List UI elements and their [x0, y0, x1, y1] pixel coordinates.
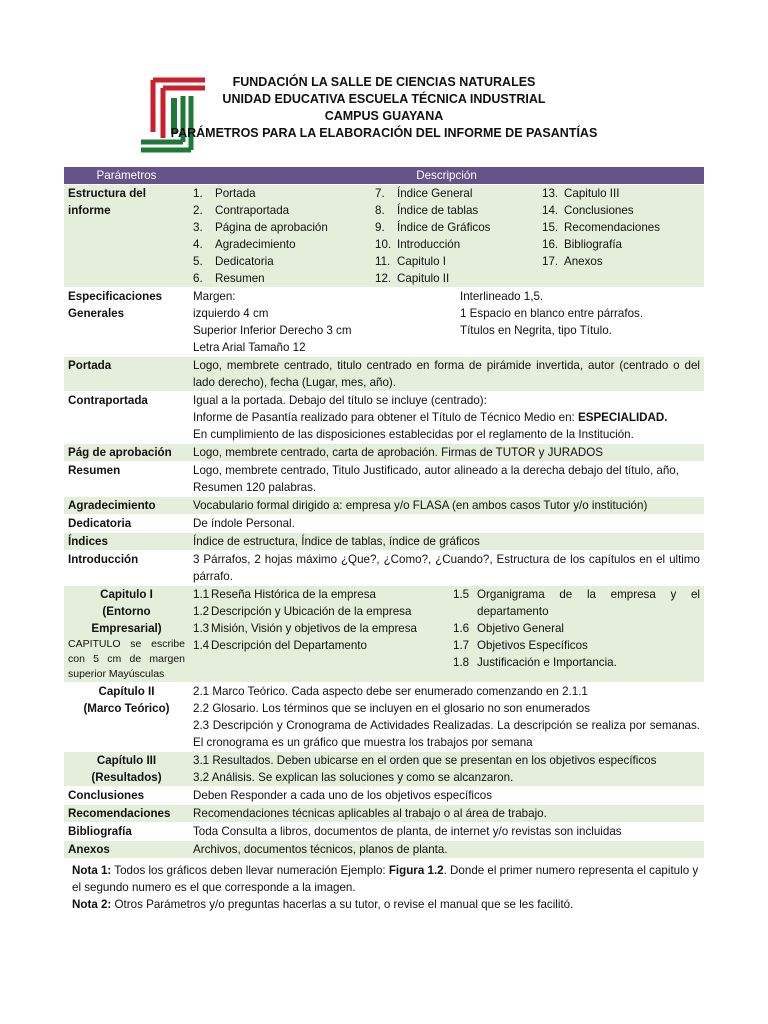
list-item: 1.6 Objetivo General: [453, 622, 564, 635]
list-item: 1.1 Reseña Histórica de la empresa: [193, 588, 376, 601]
row-label: Pág de aprobación: [64, 444, 189, 462]
row-description: Logo, membrete centrado, Titulo Justificado, autor alineado a la derecha debajo del título, año, Resumen 120 palabras.: [189, 462, 704, 497]
row-anexos: [64, 841, 704, 859]
list-item: 4. Agradecimiento: [193, 238, 296, 251]
row-label: [64, 752, 189, 787]
col-header-parametros: Parámetros: [64, 167, 189, 185]
row-description: Logo, membrete centrado, carta de aprobación. Firmas de TUTOR y JURADOS: [189, 444, 704, 462]
spec-line: Letra Arial Tamaño 12: [193, 341, 306, 354]
row-description: De índole Personal.: [189, 515, 704, 533]
list-item: 17. Anexos: [542, 255, 603, 268]
list-item: 7. Índice General: [375, 187, 473, 200]
row-indices: [64, 533, 704, 551]
row-portada: [64, 357, 704, 392]
list-item: 1.7 Objetivos Específicos: [453, 639, 588, 652]
row-capitulo-3: [64, 752, 704, 787]
header-title: PARÁMETROS PARA LA ELABORACIÓN DEL INFORME DE PASANTÍAS: [170, 126, 598, 140]
spec-line: Superior Inferior Derecho 3 cm: [193, 324, 352, 337]
capitulo3-subtitle: (Resultados): [91, 771, 162, 784]
capitulo1-list-left: [193, 586, 445, 671]
row-label: Estructura del informe: [64, 185, 189, 288]
table-header-row: [64, 167, 704, 185]
list-item: 1.5 Organigrama de la empresa y el departamento: [453, 588, 700, 618]
row-label: Resumen: [64, 462, 189, 497]
row-label: Recomendaciones: [64, 805, 189, 823]
row-agradecimiento: [64, 497, 704, 515]
capitulo2-line: 2.1 Marco Teórico. Cada aspecto debe ser enumerado comenzando en 2.1.1: [193, 685, 588, 698]
row-recomendaciones: [64, 805, 704, 823]
contraportada-line: En cumplimiento de las disposiciones establecidas por el reglamento de la Institución.: [193, 428, 634, 441]
estructura-list-a: [193, 185, 375, 287]
note-2: Nota 2: Otros Parámetros y/o preguntas hacerlas a su tutor, o revise el manual que se les facilitó.: [72, 898, 574, 911]
list-item: 6. Resumen: [193, 272, 265, 285]
row-resumen: [64, 462, 704, 497]
row-description: [189, 392, 704, 444]
row-description: Toda Consulta a libros, documentos de planta, de internet y/o revistas son incluidas: [189, 823, 704, 841]
row-bibliografia: [64, 823, 704, 841]
list-item: 11. Capitulo I: [375, 255, 446, 268]
list-item: 14. Conclusiones: [542, 204, 634, 217]
row-label: Dedicatoria: [64, 515, 189, 533]
header-foundation: FUNDACIÓN LA SALLE DE CIENCIAS NATURALES: [232, 75, 536, 89]
capitulo2-line: 2.3 Descripción y Cronograma de Actividades Realizadas. La descripción se realiza por semanas. El cronograma es un gráfico que muestra los trabajos por semana: [193, 719, 700, 749]
row-label: [64, 586, 189, 683]
list-item: 12. Capitulo II: [375, 272, 450, 285]
row-description: [189, 185, 704, 288]
list-item: 13. Capitulo III: [542, 187, 620, 200]
capitulo2-line: 2.2 Glosario. Los términos que se incluyen en el glosario no son enumerados: [193, 702, 590, 715]
capitulo1-title: Capitulo I: [100, 588, 153, 601]
spec-line: Títulos en Negrita, tipo Título.: [460, 324, 612, 337]
notes-section: [72, 862, 704, 913]
row-description: [189, 288, 704, 357]
row-conclusiones: [64, 787, 704, 805]
row-description: Índice de estructura, Índice de tablas, índice de gráficos: [189, 533, 704, 551]
row-label: [64, 683, 189, 752]
list-item: 1.8 Justificación e Importancia.: [453, 656, 617, 669]
row-description: [189, 586, 704, 683]
list-item: 1.3 Misión, Visión y objetivos de la empresa: [193, 622, 417, 635]
row-label: Índices: [64, 533, 189, 551]
contraportada-line: Informe de Pasantía realizado para obtener el Título de Técnico Medio en: ESPECIALIDAD.: [193, 411, 668, 424]
list-item: 1. Portada: [193, 187, 256, 200]
especificaciones-right: [460, 288, 700, 356]
row-label: Anexos: [64, 841, 189, 859]
capitulo2-title: Capítulo II: [98, 685, 155, 698]
spec-line: izquierdo 4 cm: [193, 307, 269, 320]
contraportada-line: Igual a la portada. Debajo del título se incluye (centrado):: [193, 394, 487, 407]
row-label: Introducción: [64, 551, 189, 586]
estructura-list-b: [375, 185, 542, 287]
row-description: Vocabulario formal dirigido a: empresa y/o FLASA (en ambos casos Tutor y/o institución): [189, 497, 704, 515]
row-capitulo-1: [64, 586, 704, 683]
capitulo1-list-right: [453, 586, 700, 671]
list-item: 15. Recomendaciones: [542, 221, 661, 234]
capitulo3-line: 3.1 Resultados. Deben ubicarse en el orden que se presentan en los objetivos específicos: [193, 754, 657, 767]
note-2-label: Nota 2:: [72, 898, 112, 911]
document-header: [160, 74, 608, 142]
header-school: UNIDAD EDUCATIVA ESCUELA TÉCNICA INDUSTRIAL: [222, 92, 546, 106]
list-item: 5. Dedicatoria: [193, 255, 274, 268]
row-description: Recomendaciones técnicas aplicables al trabajo o al área de trabajo.: [189, 805, 704, 823]
row-label: Agradecimiento: [64, 497, 189, 515]
row-label: Bibliografía: [64, 823, 189, 841]
capitulo3-line: 3.2 Análisis. Se explican las soluciones y como se alcanzaron.: [193, 771, 514, 784]
list-item: 1.2 Descripción y Ubicación de la empresa: [193, 605, 412, 618]
list-item: 8. Índice de tablas: [375, 204, 479, 217]
row-dedicatoria: [64, 515, 704, 533]
spec-line: 1 Espacio en blanco entre párrafos.: [460, 307, 644, 320]
col-header-descripcion: Descripción: [189, 167, 704, 185]
row-description: Logo, membrete centrado, titulo centrado en forma de pirámide invertida, autor (centrado o del lado derecho), fecha (Lugar, mes, año).: [189, 357, 704, 392]
list-item: 9. Índice de Gráficos: [375, 221, 491, 234]
header-campus: CAMPUS GUAYANA: [324, 109, 444, 123]
spec-line: Interlineado 1,5.: [460, 290, 544, 303]
row-description: 3 Párrafos, 2 hojas máximo ¿Que?, ¿Como?, ¿Cuando?, Estructura de los capítulos en el ultimo párrafo.: [189, 551, 704, 586]
row-label: Contraportada: [64, 392, 189, 444]
row-label: Portada: [64, 357, 189, 392]
list-item: 2. Contraportada: [193, 204, 290, 217]
row-description: Deben Responder a cada uno de los objetivos específicos: [189, 787, 704, 805]
list-item: 10. Introducción: [375, 238, 461, 251]
capitulo3-title: Capítulo III: [96, 754, 157, 767]
row-description: [189, 683, 704, 752]
capitulo2-subtitle: (Marco Teórico): [83, 702, 170, 715]
capitulo1-note: CAPITULO se escribe con 5 cm de margen superior Mayúsculas: [68, 638, 185, 680]
especificaciones-left: [193, 288, 460, 356]
row-capitulo-2: [64, 683, 704, 752]
row-label: Conclusiones: [64, 787, 189, 805]
row-aprobacion: [64, 444, 704, 462]
note-1-label: Nota 1:: [72, 864, 112, 877]
list-item: 16. Bibliografía: [542, 238, 623, 251]
capitulo1-subtitle: (Entorno Empresarial): [91, 605, 162, 635]
list-item: 1.4 Descripción del Departamento: [193, 639, 367, 652]
row-description: [189, 752, 704, 787]
estructura-list-c: [542, 185, 660, 287]
row-description: Archivos, documentos técnicos, planos de planta.: [189, 841, 704, 859]
row-contraportada: [64, 392, 704, 444]
row-estructura: [64, 185, 704, 288]
parameters-table: [64, 167, 704, 859]
list-item: 3. Página de aprobación: [193, 221, 328, 234]
note-1: Nota 1: Todos los gráficos deben llevar numeración Ejemplo: Figura 1.2. Donde el primer numero representa el capitulo y el segundo numero es el que corresponde a la imagen.: [72, 864, 699, 894]
row-especificaciones: [64, 288, 704, 357]
row-introduccion: [64, 551, 704, 586]
row-label: Especificaciones Generales: [64, 288, 189, 357]
spec-line: Margen:: [193, 290, 236, 303]
